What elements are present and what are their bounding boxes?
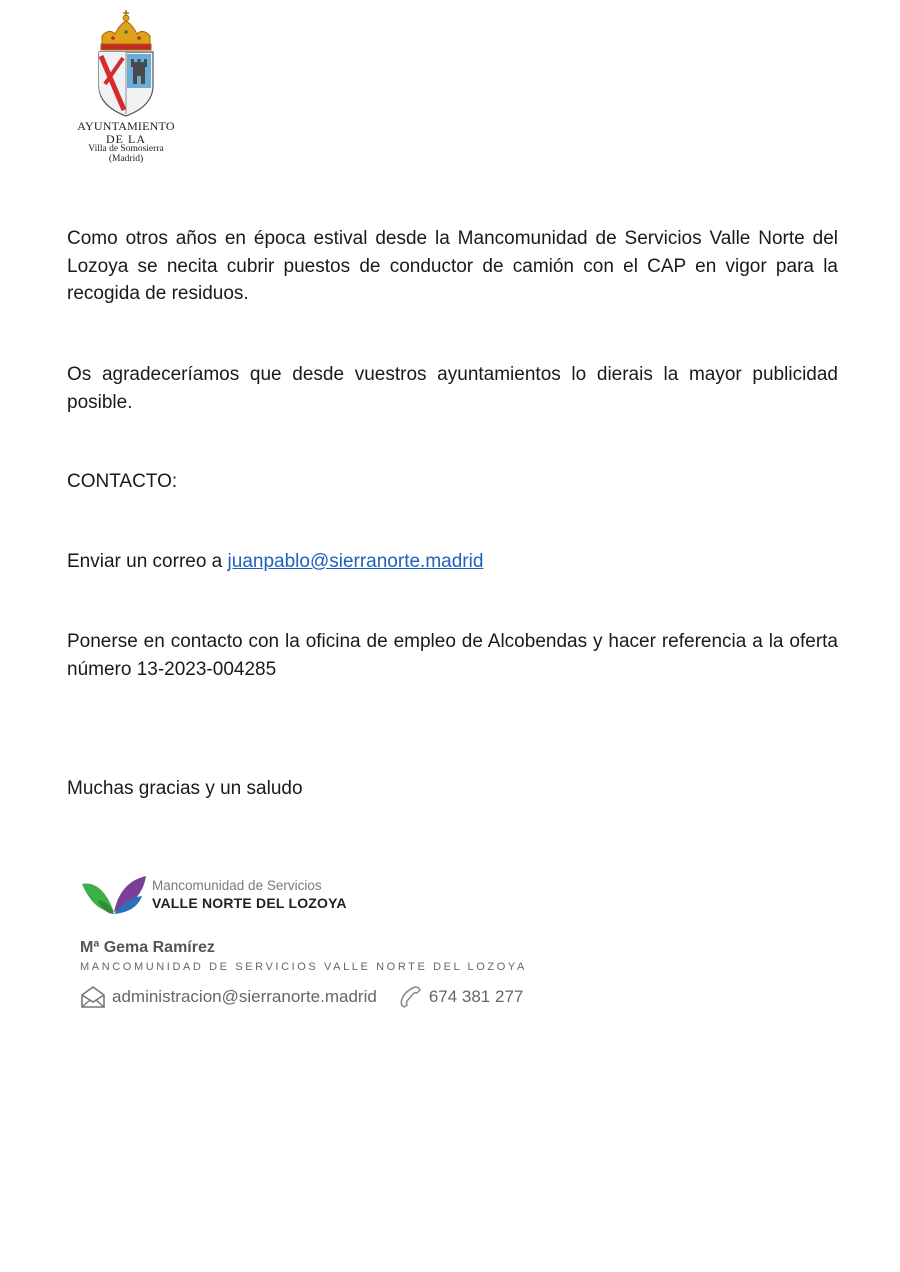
coat-of-arms-icon [93,6,159,118]
signature-phone[interactable]: 674 381 277 [428,987,524,1006]
envelope-icon [80,985,106,1009]
logo-top-text: Mancomunidad de Servicios [152,878,322,893]
municipality-line-1: AYUNTAMIENTO [77,119,175,133]
municipality-header [70,6,182,165]
phone-icon [399,985,423,1009]
signature-email[interactable]: administracion@sierranorte.madrid [112,987,377,1006]
signature-organization: MANCOMUNIDAD DE SERVICIOS VALLE NORTE DEL LOZOYA [80,961,527,973]
municipality-line-4: (Madrid) [108,154,144,165]
leaf-logo-icon [80,872,148,918]
signature-name: Mª Gema Ramírez [80,939,215,956]
municipality-line-2: DE LA [106,131,146,146]
signature-contact-row [80,985,600,1009]
email-prefix: Enviar un correo a [67,551,228,572]
email-link[interactable]: juanpablo@sierranorte.madrid [227,551,484,572]
mancomunidad-logo [80,872,600,918]
municipality-line-3: Villa de Somosierra [88,144,164,155]
paragraph-email [67,548,838,576]
phone-block [399,985,524,1009]
paragraph-intro: Como otros años en época estival desde la Mancomunidad de Servicios Valle Norte del Lozoya se necita cubrir puestos de conductor de camión con el CAP en vigor para la recogida de residuos. [67,228,838,304]
paragraph-publicity: Os agradeceríamos que desde vuestros ayuntamientos lo dierais la mayor publicidad posible. [67,364,838,413]
email-signature [80,872,600,1009]
logo-bottom-text: VALLE NORTE DEL LOZOYA [152,895,347,911]
contact-heading: CONTACTO: [67,471,178,492]
paragraph-employment-office: Ponerse en contacto con la oficina de empleo de Alcobendas y hacer referencia a la oferta número 13-2023-004285 [67,631,838,680]
closing-text: Muchas gracias y un saludo [67,778,303,799]
